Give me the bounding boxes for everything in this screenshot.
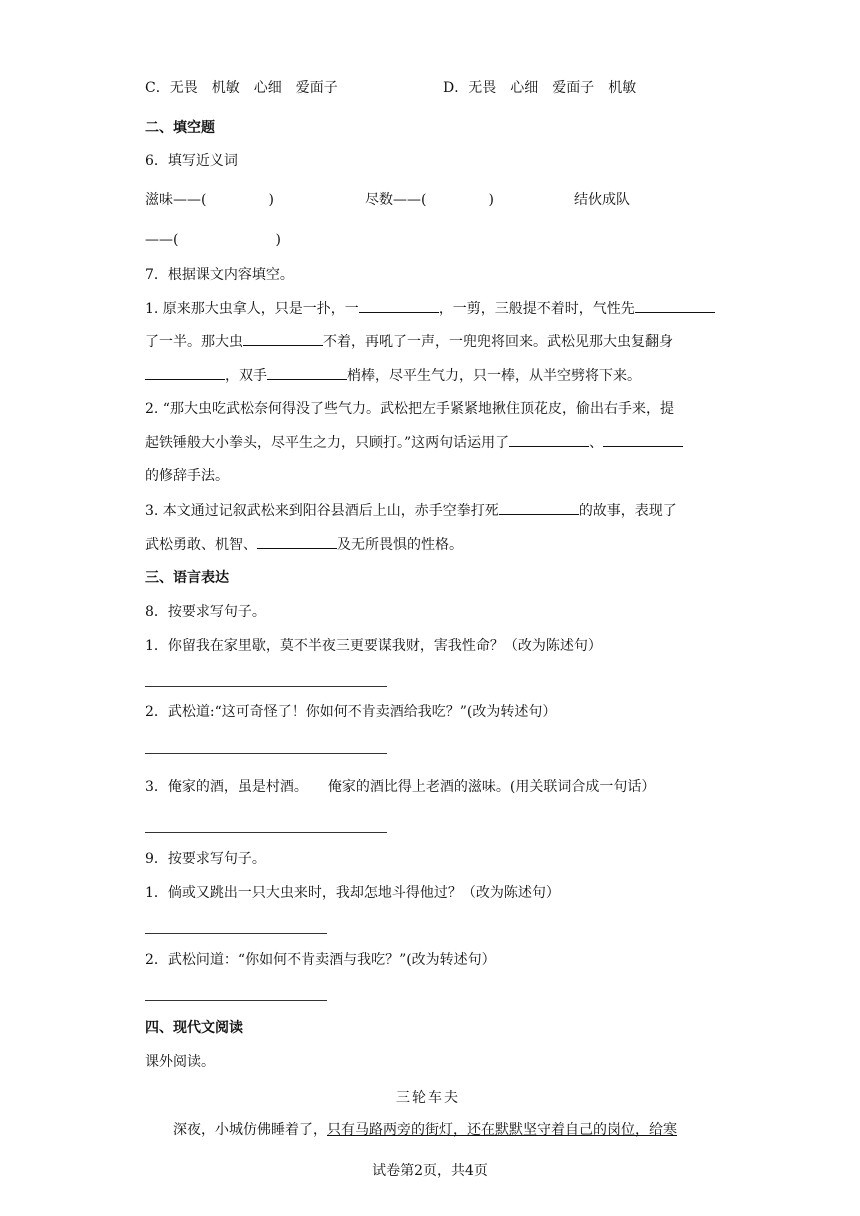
blank[interactable] xyxy=(603,432,683,447)
q7-p2-line1: 2. “那大虫吃武松奈何得没了些气力。武松把左手紧紧地揪住顶花皮，偷出右手来，提 xyxy=(145,401,674,417)
q7-p3-line1 xyxy=(145,500,677,521)
q8-sentence-1: 1．你留我在家里歇，莫不半夜三更要谋我财，害我性命？（改为陈述句） xyxy=(145,638,602,654)
q7-p3-text-c: 武松勇敢、机智、 xyxy=(145,537,257,553)
section-title-language-expression: 三、语言表达 xyxy=(145,570,229,586)
q7-p1-line2 xyxy=(145,331,673,352)
q7-p1-text-e: ，双手 xyxy=(225,368,267,384)
q6-word-3: 结伙成队 xyxy=(574,192,630,208)
q7-p2-line2 xyxy=(145,432,683,453)
q7-p3-text-b: 的故事，表现了 xyxy=(578,503,677,519)
q9-sentence-1: 1．倘或又跳出一只大虫来时，我却怎地斗得他过？（改为陈述句） xyxy=(145,885,560,901)
article-paragraph-1-a: 深夜，小城仿佛睡着了， xyxy=(173,1122,327,1138)
page-footer: 试卷第2页，共4页 xyxy=(372,1163,488,1179)
q7-p3-line2 xyxy=(145,534,463,555)
section-title-fill-blank: 二、填空题 xyxy=(145,120,215,136)
blank[interactable] xyxy=(635,298,715,313)
option-c-text: 无畏 机敏 心细 爱面子 xyxy=(169,80,338,96)
option-c xyxy=(145,78,338,98)
q8-sentence-3-b: 俺家的酒比得上老酒的滋味。(用关联词合成一句话） xyxy=(327,779,656,795)
article-paragraph-1 xyxy=(173,1120,677,1140)
q9-stem: 9．按要求写句子。 xyxy=(145,851,266,867)
q7-p1-text-c: 了一半。那大虫 xyxy=(145,334,243,350)
q6-word-1-close: ) xyxy=(268,192,274,208)
q7-p1-line1 xyxy=(145,298,715,319)
q7-p1-text-b: ，一剪，三般提不着时，气性先 xyxy=(438,301,635,317)
q7-p2-text-c: 、 xyxy=(589,435,604,451)
q8-sentence-3 xyxy=(145,777,655,797)
q7-p1-text-a: 1. 原来那大虫拿人，只是一扑，一 xyxy=(145,301,359,317)
option-d-text: 无畏 心细 爱面子 机敏 xyxy=(468,80,637,96)
answer-line[interactable] xyxy=(145,1000,327,1001)
blank[interactable] xyxy=(243,331,323,346)
q7-p1-line3 xyxy=(145,365,641,386)
answer-line[interactable] xyxy=(145,686,387,687)
q7-p3-text-d: 及无所畏惧的性格。 xyxy=(337,537,463,553)
blank[interactable] xyxy=(145,365,225,380)
answer-line[interactable] xyxy=(145,832,387,833)
q7-p2-text-b: 起铁锤般大小拳头，尽平生之力，只顾打。”这两句话运用了 xyxy=(145,435,510,451)
blank[interactable] xyxy=(499,500,579,515)
q9-sentence-2: 2．武松问道：“你如何不肯卖酒与我吃？”(改为转述句） xyxy=(145,952,496,968)
q6-word-3-close: ) xyxy=(275,232,281,248)
q7-p3-text-a: 3. 本文通过记叙武松来到阳谷县酒后上山，赤手空拳打死 xyxy=(145,503,499,519)
article-title: 三轮车夫 xyxy=(396,1090,460,1106)
blank[interactable] xyxy=(509,432,589,447)
blank[interactable] xyxy=(359,298,439,313)
reading-intro: 课外阅读。 xyxy=(145,1054,215,1070)
q6-word-1-text: 滋味——( xyxy=(145,192,207,208)
q7-p1-text-d: 不着，再吼了一声，一兜兜将回来。武松见那大虫复翻身 xyxy=(323,334,673,350)
q7-p2-line3: 的修辞手法。 xyxy=(145,468,229,484)
q7-p1-text-f: 梢棒，尽平生气力，只一棒，从半空劈将下来。 xyxy=(347,368,641,384)
q8-stem: 8．按要求写句子。 xyxy=(145,604,266,620)
blank[interactable] xyxy=(257,534,337,549)
q6-word-3-answer xyxy=(145,230,281,250)
option-c-label: C． xyxy=(145,80,170,96)
q6-word-2-close: ) xyxy=(488,192,494,208)
answer-line[interactable] xyxy=(145,753,387,754)
q6-word-1 xyxy=(145,190,274,210)
option-d xyxy=(443,78,636,98)
article-paragraph-1-underlined: 只有马路两旁的街灯，还在默默坚守着自己的岗位，给寒 xyxy=(327,1122,677,1138)
q6-word-2 xyxy=(365,190,494,210)
q7-stem: 7．根据课文内容填空。 xyxy=(145,267,294,283)
section-title-modern-reading: 四、现代文阅读 xyxy=(145,1020,243,1036)
option-d-label: D． xyxy=(443,80,469,96)
q6-word-2-text: 尽数——( xyxy=(365,192,427,208)
q6-stem: 6．填写近义词 xyxy=(145,153,238,169)
blank[interactable] xyxy=(267,365,347,380)
q8-sentence-2: 2．武松道:“这可奇怪了！你如何不肯卖酒给我吃？”(改为转述句） xyxy=(145,704,557,720)
q8-sentence-3-a: 3．俺家的酒，虽是村酒。 xyxy=(145,779,308,795)
answer-line[interactable] xyxy=(145,933,327,934)
q6-dash: ——( xyxy=(145,232,179,248)
